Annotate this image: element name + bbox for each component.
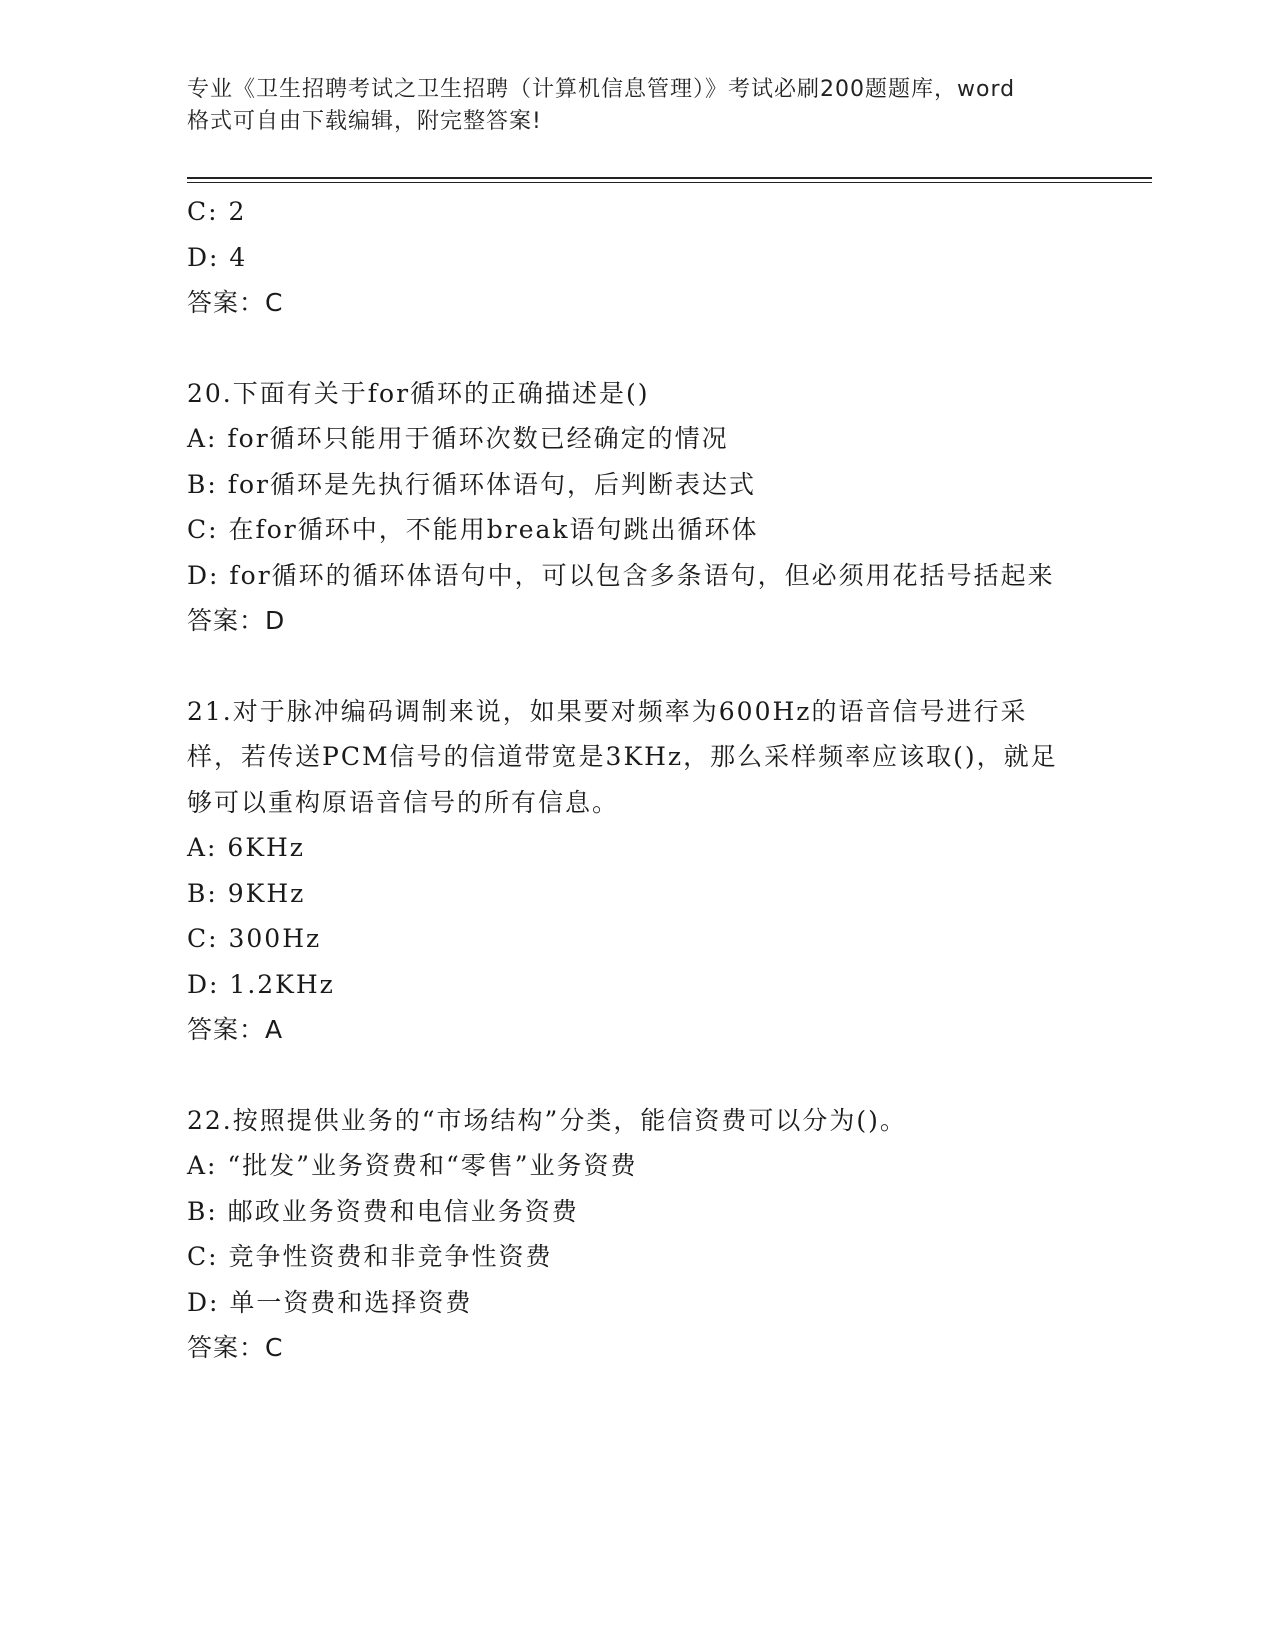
question-list [187,189,1067,1371]
header-divider-thin [187,182,1152,183]
answer-line: 答案：A [187,1015,284,1044]
option-d: D: 4 [187,242,248,272]
header-title-line-2: 格式可自由下载编辑，附完整答案! [187,109,542,134]
option-d: D: for循环的循环体语句中，可以包含多条语句，但必须用花括号括起来 [187,560,1055,590]
option-d: D: 1.2KHz [187,969,335,999]
option-c: C: 300Hz [187,924,322,953]
option-b: B: 邮政业务资费和电信业务资费 [187,1196,579,1226]
page-header [187,74,1087,138]
option-d: D: 单一资费和选择资费 [187,1287,473,1317]
question-19-partial [187,189,1067,326]
option-a: A: 6KHz [187,833,305,862]
question-stem: 21.对于脉冲编码调制来说，如果要对频率为600Hz的语音信号进行采样，若传送PCM信号的信道带宽是3KHz，那么采样频率应该取()，就足够可以重构原语音信号的所有信息。 [187,696,1058,817]
answer-line: 答案：C [187,288,284,317]
answer-line: 答案：D [187,606,286,635]
question-stem: 22.按照提供业务的“市场结构”分类，能信资费可以分为()。 [187,1105,907,1135]
question-21 [187,689,1067,1053]
question-22 [187,1098,1067,1371]
option-b: B: 9KHz [187,878,306,908]
answer-line: 答案：C [187,1333,284,1362]
option-c: C: 2 [187,197,247,226]
header-divider-thick [187,177,1152,179]
option-c: C: 在for循环中，不能用break语句跳出循环体 [187,515,759,544]
question-stem: 20.下面有关于for循环的正确描述是() [187,378,650,408]
question-20 [187,371,1067,644]
header-title-line-1: 专业《卫生招聘考试之卫生招聘（计算机信息管理）》考试必刷200题题库，word [187,77,1016,102]
option-b: B: for循环是先执行循环体语句，后判断表达式 [187,469,756,499]
option-a: A: “批发”业务资费和“零售”业务资费 [187,1151,638,1180]
option-c: C: 竞争性资费和非竞争性资费 [187,1242,553,1271]
option-a: A: for循环只能用于循环次数已经确定的情况 [187,424,729,453]
